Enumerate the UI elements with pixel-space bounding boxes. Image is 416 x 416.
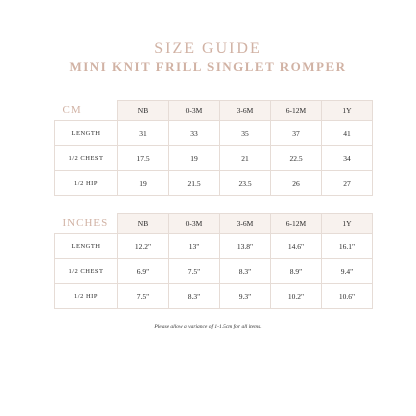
cm-unit-label: CM xyxy=(55,101,118,121)
table-cell: 9.4" xyxy=(322,259,373,284)
table-cell: 8.9" xyxy=(271,259,322,284)
cm-size-table xyxy=(54,100,373,196)
inches-unit-label: INCHES xyxy=(55,214,118,234)
table-row xyxy=(55,259,373,284)
table-cell: 41 xyxy=(322,121,373,146)
page-title: SIZE GUIDE xyxy=(154,40,262,57)
size-header-1y: 1Y xyxy=(322,101,373,121)
table-cell: 7.5" xyxy=(118,284,169,309)
table-cell: 21.5 xyxy=(169,171,220,196)
table-cell: 19 xyxy=(118,171,169,196)
table-row xyxy=(55,284,373,309)
row-label-half-hip: 1/2 HIP xyxy=(55,284,118,309)
table-cell: 31 xyxy=(118,121,169,146)
table-cell: 6.9" xyxy=(118,259,169,284)
table-cell: 23.5 xyxy=(220,171,271,196)
table-cell: 27 xyxy=(322,171,373,196)
row-label-half-chest: 1/2 CHEST xyxy=(55,259,118,284)
row-label-half-hip: 1/2 HIP xyxy=(55,171,118,196)
table-cell: 14.6" xyxy=(271,234,322,259)
table-cell: 10.6" xyxy=(322,284,373,309)
table-cell: 7.5" xyxy=(169,259,220,284)
table-cell: 16.1" xyxy=(322,234,373,259)
inches-size-table xyxy=(54,213,373,309)
size-header-nb: NB xyxy=(118,214,169,234)
size-header-1y: 1Y xyxy=(322,214,373,234)
table-row xyxy=(55,146,373,171)
product-name: MINI KNIT FRILL SINGLET ROMPER xyxy=(69,59,347,74)
table-cell: 10.2" xyxy=(271,284,322,309)
table-cell: 17.5 xyxy=(118,146,169,171)
size-header-nb: NB xyxy=(118,101,169,121)
table-row xyxy=(55,121,373,146)
table-cell: 26 xyxy=(271,171,322,196)
table-cell: 13" xyxy=(169,234,220,259)
size-header-0-3m: 0-3M xyxy=(169,214,220,234)
table-cell: 13.8" xyxy=(220,234,271,259)
size-header-3-6m: 3-6M xyxy=(220,101,271,121)
table-cell: 12.2" xyxy=(118,234,169,259)
size-header-6-12m: 6-12M xyxy=(271,101,322,121)
row-label-length: LENGTH xyxy=(55,121,118,146)
table-cell: 8.3" xyxy=(169,284,220,309)
table-row xyxy=(55,171,373,196)
table-cell: 8.3" xyxy=(220,259,271,284)
inches-header-row xyxy=(55,214,373,234)
table-cell: 37 xyxy=(271,121,322,146)
table-cell: 22.5 xyxy=(271,146,322,171)
table-cell: 35 xyxy=(220,121,271,146)
row-label-length: LENGTH xyxy=(55,234,118,259)
row-label-half-chest: 1/2 CHEST xyxy=(55,146,118,171)
table-cell: 19 xyxy=(169,146,220,171)
size-header-6-12m: 6-12M xyxy=(271,214,322,234)
cm-header-row xyxy=(55,101,373,121)
size-header-0-3m: 0-3M xyxy=(169,101,220,121)
table-row xyxy=(55,234,373,259)
size-header-3-6m: 3-6M xyxy=(220,214,271,234)
table-cell: 33 xyxy=(169,121,220,146)
table-cell: 9.3" xyxy=(220,284,271,309)
variance-note: Please allow a variance of 1-1.5cm for all items. xyxy=(154,324,262,330)
table-cell: 34 xyxy=(322,146,373,171)
table-cell: 21 xyxy=(220,146,271,171)
